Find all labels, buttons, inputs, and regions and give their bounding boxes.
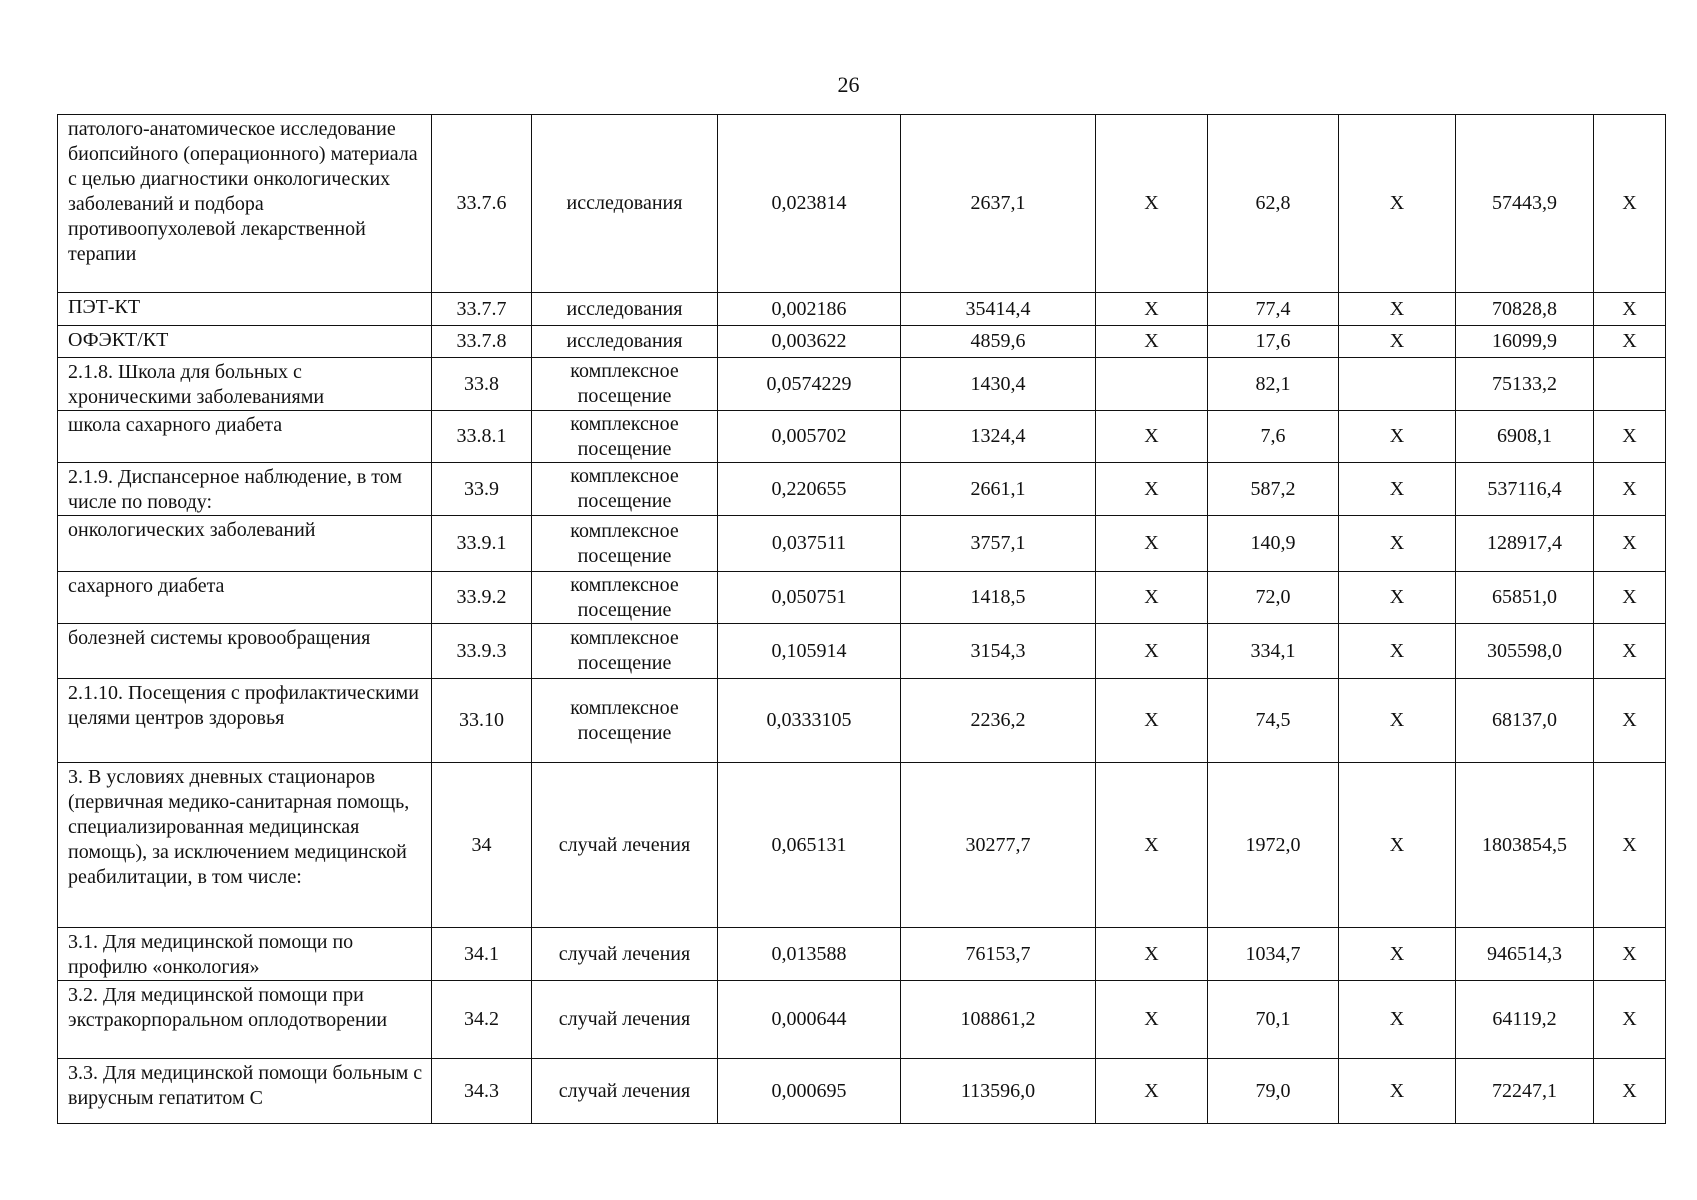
code-cell: 33.7.6 xyxy=(432,115,532,293)
x-mark-cell: Х xyxy=(1594,624,1666,679)
x-mark-cell: Х xyxy=(1339,516,1456,572)
rate-cell: 0,013588 xyxy=(718,928,901,981)
name-cell: патолого-анатомическое исследование биопсийного (операционного) материала с целью диагностики онкологических заболеваний и подбора противоопухолевой лекарственной терапии xyxy=(58,115,432,293)
total-cell: 72247,1 xyxy=(1456,1059,1594,1124)
unit-cell: исследования xyxy=(532,326,718,358)
x-mark-cell: Х xyxy=(1096,981,1208,1059)
x-mark-cell: Х xyxy=(1339,411,1456,463)
rate-cell: 0,065131 xyxy=(718,763,901,928)
total-cell: 946514,3 xyxy=(1456,928,1594,981)
x-mark-cell: Х xyxy=(1339,679,1456,763)
code-cell: 33.10 xyxy=(432,679,532,763)
unit-cell: случай лечения xyxy=(532,763,718,928)
code-cell: 34.3 xyxy=(432,1059,532,1124)
total-cell: 57443,9 xyxy=(1456,115,1594,293)
cost-cell: 30277,7 xyxy=(901,763,1096,928)
amount-cell: 17,6 xyxy=(1208,326,1339,358)
name-cell: болезней системы кровообращения xyxy=(58,624,432,679)
rate-cell: 0,002186 xyxy=(718,293,901,326)
table-row xyxy=(58,572,1666,624)
x-mark-cell: Х xyxy=(1594,981,1666,1059)
table-row xyxy=(58,928,1666,981)
rate-cell: 0,037511 xyxy=(718,516,901,572)
rate-cell: 0,0333105 xyxy=(718,679,901,763)
table-row xyxy=(58,358,1666,411)
unit-cell: случай лечения xyxy=(532,928,718,981)
cost-cell: 1430,4 xyxy=(901,358,1096,411)
rate-cell: 0,000644 xyxy=(718,981,901,1059)
code-cell: 34.2 xyxy=(432,981,532,1059)
name-cell: 3.2. Для медицинской помощи при экстракорпоральном оплодотворении xyxy=(58,981,432,1059)
table-row xyxy=(58,411,1666,463)
amount-cell: 74,5 xyxy=(1208,679,1339,763)
amount-cell: 79,0 xyxy=(1208,1059,1339,1124)
x-mark-cell: Х xyxy=(1594,763,1666,928)
total-cell: 16099,9 xyxy=(1456,326,1594,358)
x-mark-cell: Х xyxy=(1096,293,1208,326)
unit-cell: комплексное посещение xyxy=(532,358,718,411)
code-cell: 33.9 xyxy=(432,463,532,516)
total-cell: 305598,0 xyxy=(1456,624,1594,679)
x-mark-cell xyxy=(1096,358,1208,411)
x-mark-cell: Х xyxy=(1594,1059,1666,1124)
code-cell: 33.8.1 xyxy=(432,411,532,463)
code-cell: 33.8 xyxy=(432,358,532,411)
cost-cell: 4859,6 xyxy=(901,326,1096,358)
amount-cell: 77,4 xyxy=(1208,293,1339,326)
name-cell: ОФЭКТ/КТ xyxy=(58,326,432,358)
table-row xyxy=(58,293,1666,326)
unit-cell: исследования xyxy=(532,293,718,326)
x-mark-cell: Х xyxy=(1594,293,1666,326)
amount-cell: 587,2 xyxy=(1208,463,1339,516)
x-mark-cell: Х xyxy=(1096,679,1208,763)
x-mark-cell: Х xyxy=(1594,411,1666,463)
x-mark-cell: Х xyxy=(1096,463,1208,516)
amount-cell: 70,1 xyxy=(1208,981,1339,1059)
x-mark-cell: Х xyxy=(1096,1059,1208,1124)
x-mark-cell xyxy=(1339,358,1456,411)
rate-cell: 0,005702 xyxy=(718,411,901,463)
name-cell: 3. В условиях дневных стационаров (первичная медико-санитарная помощь, специализированная медицинская помощь), за исключением медицинской реабилитации, в том числе: xyxy=(58,763,432,928)
total-cell: 64119,2 xyxy=(1456,981,1594,1059)
data-table xyxy=(57,114,1666,1124)
total-cell: 70828,8 xyxy=(1456,293,1594,326)
table-row xyxy=(58,326,1666,358)
unit-cell: комплексное посещение xyxy=(532,516,718,572)
unit-cell: комплексное посещение xyxy=(532,572,718,624)
x-mark-cell: Х xyxy=(1339,624,1456,679)
x-mark-cell: Х xyxy=(1594,679,1666,763)
cost-cell: 108861,2 xyxy=(901,981,1096,1059)
name-cell: 2.1.10. Посещения с профилактическими целями центров здоровья xyxy=(58,679,432,763)
total-cell: 75133,2 xyxy=(1456,358,1594,411)
x-mark-cell: Х xyxy=(1594,516,1666,572)
x-mark-cell: Х xyxy=(1594,928,1666,981)
rate-cell: 0,000695 xyxy=(718,1059,901,1124)
x-mark-cell: Х xyxy=(1339,928,1456,981)
amount-cell: 72,0 xyxy=(1208,572,1339,624)
table-row xyxy=(58,624,1666,679)
amount-cell: 334,1 xyxy=(1208,624,1339,679)
x-mark-cell: Х xyxy=(1339,763,1456,928)
amount-cell: 62,8 xyxy=(1208,115,1339,293)
table-row xyxy=(58,463,1666,516)
total-cell: 537116,4 xyxy=(1456,463,1594,516)
rate-cell: 0,003622 xyxy=(718,326,901,358)
name-cell: 3.1. Для медицинской помощи по профилю «онкология» xyxy=(58,928,432,981)
x-mark-cell: Х xyxy=(1096,326,1208,358)
x-mark-cell: Х xyxy=(1339,981,1456,1059)
name-cell: онкологических заболеваний xyxy=(58,516,432,572)
x-mark-cell: Х xyxy=(1096,411,1208,463)
x-mark-cell: Х xyxy=(1594,326,1666,358)
x-mark-cell: Х xyxy=(1339,115,1456,293)
rate-cell: 0,220655 xyxy=(718,463,901,516)
code-cell: 33.7.7 xyxy=(432,293,532,326)
total-cell: 65851,0 xyxy=(1456,572,1594,624)
code-cell: 33.9.1 xyxy=(432,516,532,572)
cost-cell: 1418,5 xyxy=(901,572,1096,624)
code-cell: 33.7.8 xyxy=(432,326,532,358)
table-row xyxy=(58,679,1666,763)
cost-cell: 35414,4 xyxy=(901,293,1096,326)
page-number: 26 xyxy=(837,72,860,97)
x-mark-cell: Х xyxy=(1339,293,1456,326)
unit-cell: случай лечения xyxy=(532,981,718,1059)
table-row xyxy=(58,763,1666,928)
cost-cell: 2637,1 xyxy=(901,115,1096,293)
cost-cell: 2236,2 xyxy=(901,679,1096,763)
x-mark-cell xyxy=(1594,358,1666,411)
code-cell: 34.1 xyxy=(432,928,532,981)
total-cell: 6908,1 xyxy=(1456,411,1594,463)
x-mark-cell: Х xyxy=(1339,463,1456,516)
name-cell: ПЭТ-КТ xyxy=(58,293,432,326)
amount-cell: 1972,0 xyxy=(1208,763,1339,928)
unit-cell: комплексное посещение xyxy=(532,624,718,679)
amount-cell: 1034,7 xyxy=(1208,928,1339,981)
table-row xyxy=(58,981,1666,1059)
cost-cell: 3154,3 xyxy=(901,624,1096,679)
name-cell: 2.1.8. Школа для больных с хроническими заболеваниями xyxy=(58,358,432,411)
x-mark-cell: Х xyxy=(1096,763,1208,928)
rate-cell: 0,105914 xyxy=(718,624,901,679)
code-cell: 33.9.2 xyxy=(432,572,532,624)
amount-cell: 7,6 xyxy=(1208,411,1339,463)
x-mark-cell: Х xyxy=(1096,516,1208,572)
table-row xyxy=(58,115,1666,293)
table-row xyxy=(58,1059,1666,1124)
x-mark-cell: Х xyxy=(1096,624,1208,679)
name-cell: 2.1.9. Диспансерное наблюдение, в том числе по поводу: xyxy=(58,463,432,516)
x-mark-cell: Х xyxy=(1096,572,1208,624)
name-cell: сахарного диабета xyxy=(58,572,432,624)
x-mark-cell: Х xyxy=(1594,115,1666,293)
total-cell: 128917,4 xyxy=(1456,516,1594,572)
cost-cell: 2661,1 xyxy=(901,463,1096,516)
x-mark-cell: Х xyxy=(1594,572,1666,624)
table-row xyxy=(58,516,1666,572)
unit-cell: случай лечения xyxy=(532,1059,718,1124)
total-cell: 1803854,5 xyxy=(1456,763,1594,928)
cost-cell: 3757,1 xyxy=(901,516,1096,572)
unit-cell: комплексное посещение xyxy=(532,411,718,463)
x-mark-cell: Х xyxy=(1339,326,1456,358)
x-mark-cell: Х xyxy=(1339,1059,1456,1124)
rate-cell: 0,0574229 xyxy=(718,358,901,411)
code-cell: 33.9.3 xyxy=(432,624,532,679)
amount-cell: 140,9 xyxy=(1208,516,1339,572)
name-cell: 3.3. Для медицинской помощи больным с вирусным гепатитом С xyxy=(58,1059,432,1124)
amount-cell: 82,1 xyxy=(1208,358,1339,411)
total-cell: 68137,0 xyxy=(1456,679,1594,763)
cost-cell: 1324,4 xyxy=(901,411,1096,463)
cost-cell: 113596,0 xyxy=(901,1059,1096,1124)
x-mark-cell: Х xyxy=(1096,928,1208,981)
rate-cell: 0,050751 xyxy=(718,572,901,624)
x-mark-cell: Х xyxy=(1096,115,1208,293)
x-mark-cell: Х xyxy=(1594,463,1666,516)
name-cell: школа сахарного диабета xyxy=(58,411,432,463)
code-cell: 34 xyxy=(432,763,532,928)
rate-cell: 0,023814 xyxy=(718,115,901,293)
unit-cell: комплексное посещение xyxy=(532,463,718,516)
unit-cell: исследования xyxy=(532,115,718,293)
unit-cell: комплексное посещение xyxy=(532,679,718,763)
cost-cell: 76153,7 xyxy=(901,928,1096,981)
x-mark-cell: Х xyxy=(1339,572,1456,624)
